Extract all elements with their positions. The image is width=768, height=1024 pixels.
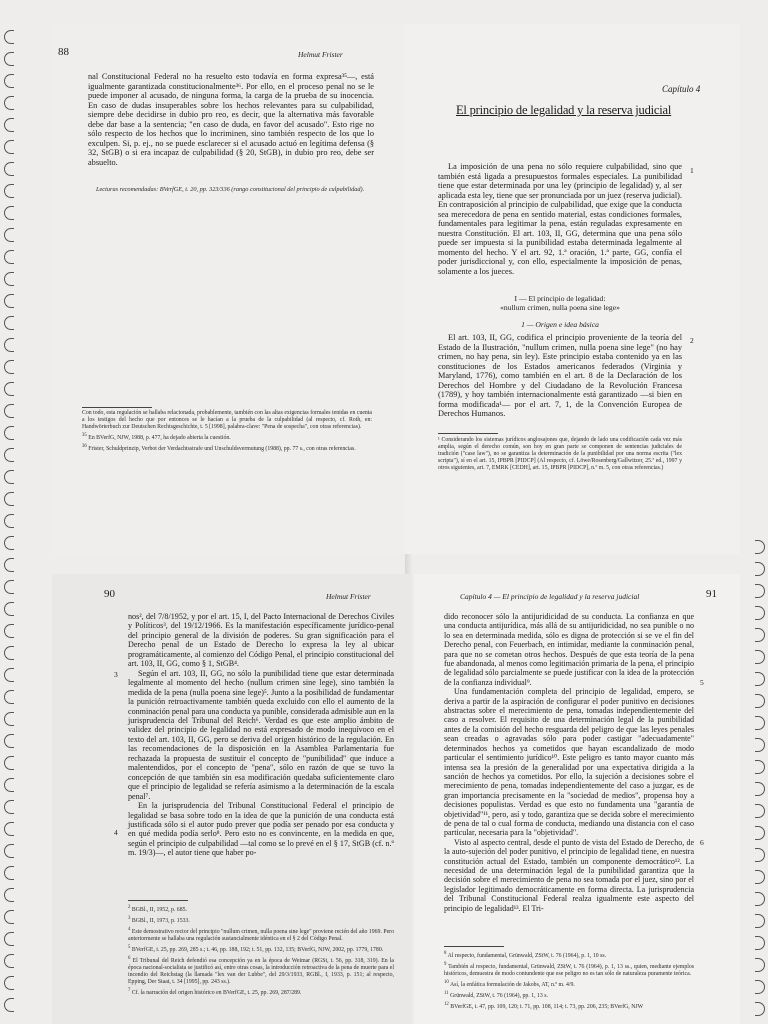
- binding-ring: [4, 360, 14, 374]
- body-text: [444, 612, 694, 913]
- binding-ring: [4, 338, 14, 352]
- footnote: $^{35}$ En BVerfG, NJW, 1988, p. 477, ha dejado abierta la cuestión.: [82, 433, 231, 441]
- binding-ring: [755, 870, 765, 884]
- binding-ring: [4, 492, 14, 506]
- binding-ring: [4, 184, 14, 198]
- binding-ring: [4, 690, 14, 704]
- binding-ring: [4, 866, 14, 880]
- binding-ring: [4, 272, 14, 286]
- chapter-label: Capítulo 4: [662, 84, 701, 94]
- binding-ring: [4, 470, 14, 484]
- binding-ring: [4, 228, 14, 242]
- binding-ring: [4, 624, 14, 638]
- binding-ring: [4, 712, 14, 726]
- footnote: ¹ Considerando los sistemas jurídicos anglosajones que, dejando de lado una codificación cada vez más amplia, según el derecho común, son hoy en gran parte se componen de sentencias judiciales de tradición ("case law"), no se garantiza la determinación de la punibilidad por una norma escrita ("lex scripta"), sí en el art. 15, IPBPR [PIDCP] (Al respecto, cf. Löwe/Rosenberg/Gallwitzer, 25.ª ed., 1997 y otros siguientes, art. 7, EMRK [CEDH], art. 15, IPBPR [PIDCP], n.º m. 5, con otras referencias.): [438, 437, 682, 471]
- footnote: $^{36}$ Frister, Schuldprinzip, Verbot der Verdachtsstrafe und Unschuldsvermutung (1988), pp. 77 s., con otras referencias.: [82, 443, 356, 452]
- section-heading: I — El principio de legalidad: «nullum crimen, nulla poena sine lege»: [500, 294, 620, 312]
- page-91: [414, 574, 740, 1024]
- page-number: 90: [104, 588, 115, 600]
- footnote-rule: [438, 433, 498, 434]
- binding-ring: [4, 382, 14, 396]
- binding-ring: [4, 118, 14, 132]
- footnote: $^{12}$ BVerfGE, t. 47, pp. 109, 120; t. 71, pp. 108, 114; t. 73, pp. 206, 235; BVerfG, NJW: [444, 1001, 644, 1010]
- binding-ring: [4, 580, 14, 594]
- running-head: Helmut Frister: [326, 592, 371, 601]
- binding-ring: [4, 30, 14, 44]
- chapter-title: El principio de legalidad y la reserva judicial: [456, 103, 672, 117]
- running-head: Helmut Frister: [298, 50, 343, 59]
- binding-ring: [4, 250, 14, 264]
- binding-ring: [4, 888, 14, 902]
- footnote-rule: [444, 946, 504, 947]
- body-text: [128, 612, 394, 858]
- binding-ring: [4, 954, 14, 968]
- footnote-rule: [128, 900, 188, 901]
- binding-ring: [755, 782, 765, 796]
- binding-ring: [755, 1002, 765, 1016]
- binding-ring: [4, 976, 14, 990]
- binding-ring: [755, 980, 765, 994]
- binding-ring: [755, 628, 765, 642]
- footnote-rule: [82, 407, 152, 408]
- binding-ring: [4, 998, 14, 1012]
- binding-ring: [4, 734, 14, 748]
- paragraph: dido reconocer sólo la antijuridicidad de su conducta. La confianza en que una conducta antijurídica, más allá de su antijuridicidad, no sea punible o no lo sea en determinada medida, sólo es digna de protección si se ve el fin del Derecho penal, con Feuerbach, en intimidar, mediante la conminación penal, para que no se cometan otros hechos. Después de que esta teoría de la pena fue abandonada, al menos como legitimación primaria de la pena, el principio de legalidad sólo parcialmente se puede justificar con la idea de la protección de la confianza individual⁹.: [444, 612, 694, 687]
- binding-ring: [4, 74, 14, 88]
- footnote-continuation: Con todo, esta regulación se hallaba relacionada, probablemente, también con las altas exigencias formales tenidas en cuenta a los testigos del hecho que por entonces se le hacían a la prueba de la culpabilidad (al respecto, cf. Roth, en: Handwörterbuch zur Deutschen Rechtsgeschichte, t. 5 [1998], palabra-clave: "Pena de sospecha", con otras referencias).: [82, 410, 372, 430]
- footnotes: [128, 904, 394, 998]
- footnote: $^5$ BVerfGE, t. 25, pp. 269, 285 s.; t. 46, pp. 188, 192; t. 51, pp. 132, 135; BVerfG, NJW, 2002, pp. 1779, 1780.: [128, 944, 384, 953]
- body-text: [88, 72, 374, 167]
- binding-ring: [4, 756, 14, 770]
- binding-ring: [755, 694, 765, 708]
- binding-ring: [755, 562, 765, 576]
- footnote: $^2$ BGBl., II, 1952, p. 685.: [128, 905, 187, 913]
- binding-ring: [755, 760, 765, 774]
- footnote: $^3$ BGBl., II, 1973, p. 1533.: [128, 915, 190, 924]
- binding-ring: [755, 716, 765, 730]
- binding-ring: [755, 738, 765, 752]
- binding-ring: [4, 822, 14, 836]
- binding-ring: [4, 206, 14, 220]
- binding-ring: [4, 96, 14, 110]
- page-89: [404, 24, 740, 554]
- binding-ring: [4, 52, 14, 66]
- binding-ring: [4, 162, 14, 176]
- binding-ring: [4, 800, 14, 814]
- paragraph: En la jurisprudencia del Tribunal Constitucional Federal el principio de legalidad se basa sobre todo en la idea de que la punición de una conducta está justificada sólo si el autor pudo prever que podía ser penado por esa conducta y en qué medida podía serlo⁸. Pero esto no es convincente, en la medida en que, según el principio de culpabilidad —tal como se lo prevé en el § 17, StGB (cf. n.º m. 19/3)—, el autor tiene que haber po-: [128, 801, 394, 858]
- binding-ring: [4, 668, 14, 682]
- footnote: $^9$ También al respecto, fundamental, Grünwald, ZStW, t. 76 (1964), p. 1, 13 ss., quien, mediante ejemplos históricos, demuestra de modo contundente que ese peligro no es tan sólo de naturaleza puramente teórica.: [444, 961, 694, 977]
- footnote: $^7$ Cf. la narración del origen histórico en BVerfGE, t. 25, pp. 269, 287/289.: [128, 987, 302, 996]
- page-88: [52, 24, 412, 554]
- body-text: [438, 162, 682, 277]
- margin-number: 3: [114, 670, 118, 679]
- page-90: [52, 574, 412, 1024]
- recommended-readings: Lecturas recomendadas: BVerfGE, t. 20, pp. 323/336 (rango constitucional del principio de culpabilidad).: [96, 186, 365, 193]
- binding-ring: [4, 404, 14, 418]
- binding-ring: [755, 540, 765, 554]
- paragraph: La imposición de una pena no sólo requiere culpabilidad, sino que también está ligada a presupuestos formales especiales. La punibilidad tiene que estar determinada por una ley (principio de legalidad) y, al ser aplicada esta ley, tiene que ser pronunciada por un juez (reserva judicial). En contraposición al principio de culpabilidad, que exige que la conducta sea merecedora de pena en sentido material, estas condiciones formales, fundamentales para legitimar la pena, están reguladas expresamente en nuestra Constitución. El art. 103, II, GG, determina que una pena sólo puede ser impuesta si la punibilidad estaba determinada legalmente al momento del hecho. Y el art. 92, 1.ª oración, 1.ª parte, GG, confía el poder jurisdiccional y, con ello, especialmente la imposición de penas, solamente a los jueces.: [438, 162, 682, 277]
- binding-ring: [755, 650, 765, 664]
- binding-ring: [4, 558, 14, 572]
- margin-number: 5: [700, 678, 704, 687]
- binding-ring: [755, 914, 765, 928]
- footnote: $^{10}$ Así, la enfática formulación de Jakobs, AT, n.º m. 4/9.: [444, 979, 575, 988]
- paragraph: Visto al aspecto central, desde el punto de vista del Estado de Derecho, de la auto-sujeción del poder punitivo, el principio de legalidad tiene, en nuestra constitución actual del Estado, también un componente democrático¹². La necesidad de una determinación legal de la punibilidad garantiza que la decisión sobre el merecimiento de pena no sea tomada por el juez, sino por el legislador legitimado democráticamente en forma directa. La jurisprudencia del Tribunal Constitucional Federal realza igualmente este aspecto del principio de legalidad¹³. El Tri-: [444, 837, 694, 913]
- margin-number: 1: [690, 166, 694, 175]
- binding-ring: [4, 602, 14, 616]
- spiral-binding-right: [754, 0, 768, 1024]
- binding-ring: [755, 936, 765, 950]
- margin-number: 2: [690, 336, 694, 345]
- footnote: $^4$ Este demostrativo rector del principio "nullum crimen, nulla poena sine lege" proviene recién del año 1969. Pero anteriormente se hallaba una regulación sustancialmente idéntica en el § 2 del Código Penal.: [128, 926, 394, 942]
- binding-ring: [755, 958, 765, 972]
- binding-ring: [4, 294, 14, 308]
- spiral-binding-left: [0, 0, 14, 1024]
- binding-ring: [755, 672, 765, 686]
- running-head: Capítulo 4 — El principio de legalidad y la reserva judicial: [460, 592, 640, 601]
- paragraph: Una fundamentación completa del principio de legalidad, empero, se deriva a partir de la aspiración de configurar el poder punitivo en decisiones abstractas sobre el merecimiento de pena, tomadas independientemente del caso a resolver. El requisito de una determinación legal de la punibilidad antes de la comisión del hecho resguarda del peligro de que las leyes penales sean creadas o agravadas sólo para poder castigar "adecuadamente" determinados hechos ya cometidos que hayan escandalizado de modo particular el sentimiento jurídico¹⁰. Este peligro es tanto mayor cuanto más intensa sea la presión de la generalidad por una expectativa dirigida a la sanción de hechos ya cometidos. Por ello, la sujeción a decisiones sobre el merecimiento de pena, tomadas independientemente del caso a juzgar, es de gran importancia precisamente en la "sociedad de medios", propensa hoy a decisiones populistas. Verdad es que esto no fundamenta una "garantía de objetividad"¹¹, pero, así y todo, garantiza que se decida sobre el merecimiento de pena de tal o cual forma de conducta, mediando una distancia con el caso particular, necesaria para la "objetividad".: [444, 687, 694, 838]
- binding-ring: [755, 606, 765, 620]
- margin-number: 6: [700, 838, 704, 847]
- binding-ring: [4, 426, 14, 440]
- footnote: $^6$ El Tribunal del Reich defendió esa concepción ya en la época de Weimar (RGSt, t. 56, pp. 318, 319). En la época nacional-socialista se justificó así, entre otras cosas, la introducción retroactiva de la pena de muerte para el incendio del Reichstag (la llamada "lex van der Lubbe", del 29/3/1933, RGBl., I, 1933, p. 151; al respecto, Epping, Der Staat, t. 34 [1995], pp. 243 ss.).: [128, 955, 394, 985]
- margin-number: 4: [114, 828, 118, 837]
- binding-ring: [4, 514, 14, 528]
- binding-ring: [4, 646, 14, 660]
- footnote: $^{11}$ Grünwald, ZStW, t. 76 (1964), pp. 1, 13 s.: [444, 990, 548, 999]
- footnote: $^8$ Al respecto, fundamental, Grünwald, ZStW, t. 76 (1964), p. 1, 10 ss.: [444, 951, 607, 959]
- footnotes: [82, 410, 372, 454]
- paragraph: nos², del 7/8/1952, y por el art. 15, I, del Pacto Internacional de Derechos Civiles y Políticos³, del 19/12/1966. Es la manifestación específicamente jurídico-penal del principio general de la división de poderes. Su gran significación para el Derecho penal de un Estado de Derecho lo expresa la ley al ubicar programáticamente, al comienzo del Código Penal, el principio constitucional del art. 103, II, GG, como § 1, StGB⁴.: [128, 612, 394, 669]
- binding-ring: [4, 448, 14, 462]
- page-number: 88: [58, 46, 69, 58]
- binding-ring: [755, 892, 765, 906]
- footnotes: [444, 950, 694, 1012]
- binding-ring: [755, 848, 765, 862]
- paragraph: El art. 103, II, GG, codifica el principio proveniente de la teoría del Estado de la Ilustración, "nullum crimen, nulla poena sine lege" (no hay crimen, no hay pena, sin ley). Este principio estaba contenido ya en las constituciones de los Estados americanos federados (Virginia y Maryland, 1776), como también en el art. 8 de la Declaración de los Derechos del Hombre y del Ciudadano de la Revolución Francesa (1789), y hoy también internacionalmente está garantizado —si bien en forma modificada¹— por el art. 7, 1, de la Convención Europea de Derechos Humanos.: [438, 333, 682, 419]
- body-text: [438, 333, 682, 419]
- subsection-heading: 1 — Origen e idea básica: [521, 320, 599, 329]
- binding-ring: [4, 536, 14, 550]
- binding-ring: [4, 140, 14, 154]
- paragraph: nal Constitucional Federal no ha resuelto esto todavía en forma expresa³⁵—, está igualmente garantizada constitucionalmente³⁶. Por ello, en el proceso penal no se le puede imponer al acusado, de ninguna forma, la carga de la prueba de su inocencia. En caso de dudas insuperables sobre los hechos relevantes para su culpabilidad, siempre debe decidirse in dubio pro reo, es decir, que la alternativa más favorable debe dar base a la sentencia; "en caso de duda, en favor del acusado". Esto rige no sólo respecto de los hechos que lo incriminen, sino también respecto de los que lo exculpen. Si, p. ej., no se puede esclarecer si el acusado actuó en legítima defensa (§ 32, StGB) o si era incapaz de culpabilidad (§ 20, StGB), in dubio pro reo, debe ser absuelto.: [88, 72, 374, 167]
- binding-ring: [4, 932, 14, 946]
- page-number: 91: [706, 588, 717, 600]
- binding-ring: [4, 316, 14, 330]
- paragraph: Según el art. 103, II, GG, no sólo la punibilidad tiene que estar determinada legalmente al momento del hecho (nullum crimen sine lege), sino también la medida de la pena (nulla poena sine lege)⁵. Junto a la posibilidad de fundamentar la punición retroactivamente también queda excluido con ello el aumento de la conminación penal para una conducta ya punible, considerada admisible aun en la jurisprudencia del Tribunal del Reich⁶. Verdad es que este amplio ámbito de validez del principio de legalidad no está expresado de modo inequívoco en el texto del art. 103, II, GG, pero se deriva del origen histórico de la regulación. En las recomendaciones de la disposición en la Asamblea Parlamentaria fue rechazada la propuesta de sustituir el concepto de "punibilidad" que induce a malentendidos, por el concepto de "pena", sólo en razón de que se tuvo la concepción de que también sin esa modificación quedaba suficientemente claro que el principio de legalidad se refería asimismo a la determinación de la escala penal⁷.: [128, 668, 394, 801]
- binding-ring: [755, 804, 765, 818]
- binding-ring: [4, 844, 14, 858]
- binding-ring: [4, 910, 14, 924]
- binding-ring: [755, 826, 765, 840]
- binding-ring: [755, 584, 765, 598]
- binding-ring: [4, 778, 14, 792]
